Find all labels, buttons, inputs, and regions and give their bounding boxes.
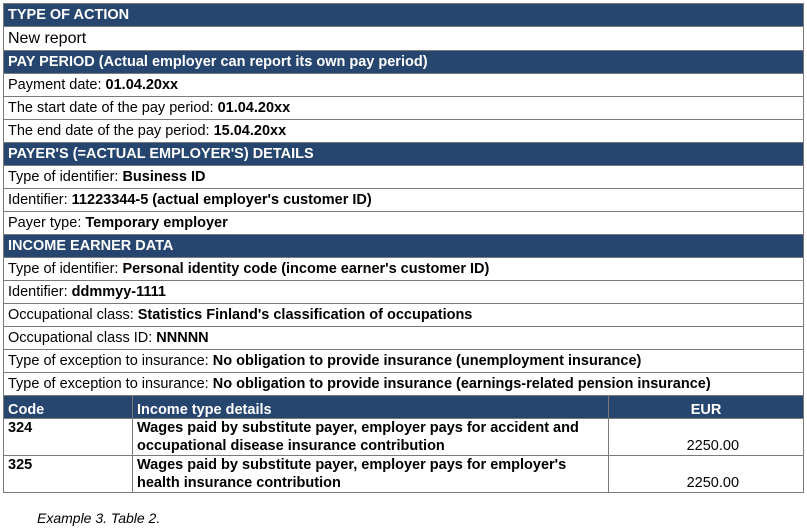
field-label: Type of exception to insurance: — [8, 376, 213, 392]
field-value: Business ID — [122, 169, 206, 185]
pay-period-row — [4, 120, 804, 143]
income-amount: 2250.00 — [609, 419, 804, 456]
income-earner-row — [4, 373, 804, 396]
field-value: Personal identity code (income earner's customer ID) — [122, 261, 490, 277]
income-earner-row — [4, 350, 804, 373]
field-label: Occupational class: — [8, 307, 138, 323]
field-value: 01.04.20xx — [105, 77, 179, 93]
section-header-payer — [4, 143, 804, 166]
column-header-eur: EUR — [609, 396, 804, 419]
income-earner-row — [4, 304, 804, 327]
field-value: ddmmyy-1111 — [71, 284, 166, 300]
field-label: The start date of the pay period: — [8, 100, 218, 116]
income-report-table — [3, 3, 804, 493]
field-value: Temporary employer — [85, 215, 228, 231]
section-heading: TYPE OF ACTION — [4, 4, 804, 27]
field-label: Type of identifier: — [8, 169, 123, 185]
type-of-action-value: New report — [4, 27, 804, 51]
income-details: Wages paid by substitute payer, employer pays for employer's health insurance contribution — [133, 456, 609, 493]
income-types-header — [4, 396, 804, 419]
section-header-pay-period — [4, 51, 804, 74]
field-value: No obligation to provide insurance (unemployment insurance) — [212, 353, 642, 369]
field-label: Type of identifier: — [8, 261, 123, 277]
income-earner-row — [4, 281, 804, 304]
field-label: Identifier: — [8, 284, 72, 300]
field-value: 15.04.20xx — [213, 123, 287, 139]
type-of-action-row — [4, 27, 804, 51]
income-earner-row — [4, 258, 804, 281]
income-code: 325 — [4, 456, 133, 493]
payer-row — [4, 189, 804, 212]
field-value: NNNNN — [156, 330, 209, 346]
payer-row — [4, 212, 804, 235]
field-label: Identifier: — [8, 192, 72, 208]
section-header-type-of-action — [4, 4, 804, 27]
section-heading: PAY PERIOD (Actual employer can report its own pay period) — [4, 51, 804, 74]
table-caption: Example 3. Table 2. — [37, 510, 161, 526]
field-label: Occupational class ID: — [8, 330, 157, 346]
income-amount: 2250.00 — [609, 456, 804, 493]
field-label: Type of exception to insurance: — [8, 353, 213, 369]
section-header-income-earner — [4, 235, 804, 258]
field-label: The end date of the pay period: — [8, 123, 214, 139]
field-value: No obligation to provide insurance (earnings-related pension insurance) — [212, 376, 711, 392]
income-details: Wages paid by substitute payer, employer pays for accident and occupational disease insurance contribution — [133, 419, 609, 456]
field-label: Payer type: — [8, 215, 86, 231]
pay-period-row — [4, 74, 804, 97]
section-heading: PAYER'S (=ACTUAL EMPLOYER'S) DETAILS — [4, 143, 804, 166]
field-value: Statistics Finland's classification of occupations — [137, 307, 473, 323]
field-value: 01.04.20xx — [217, 100, 291, 116]
column-header-details: Income type details — [133, 396, 609, 419]
income-type-row — [4, 456, 804, 493]
income-code: 324 — [4, 419, 133, 456]
field-value: 11223344-5 (actual employer's customer ID) — [71, 192, 372, 208]
column-header-code: Code — [4, 396, 133, 419]
field-label: Payment date: — [8, 77, 106, 93]
income-type-row — [4, 419, 804, 456]
payer-row — [4, 166, 804, 189]
income-earner-row — [4, 327, 804, 350]
section-heading: INCOME EARNER DATA — [4, 235, 804, 258]
pay-period-row — [4, 97, 804, 120]
